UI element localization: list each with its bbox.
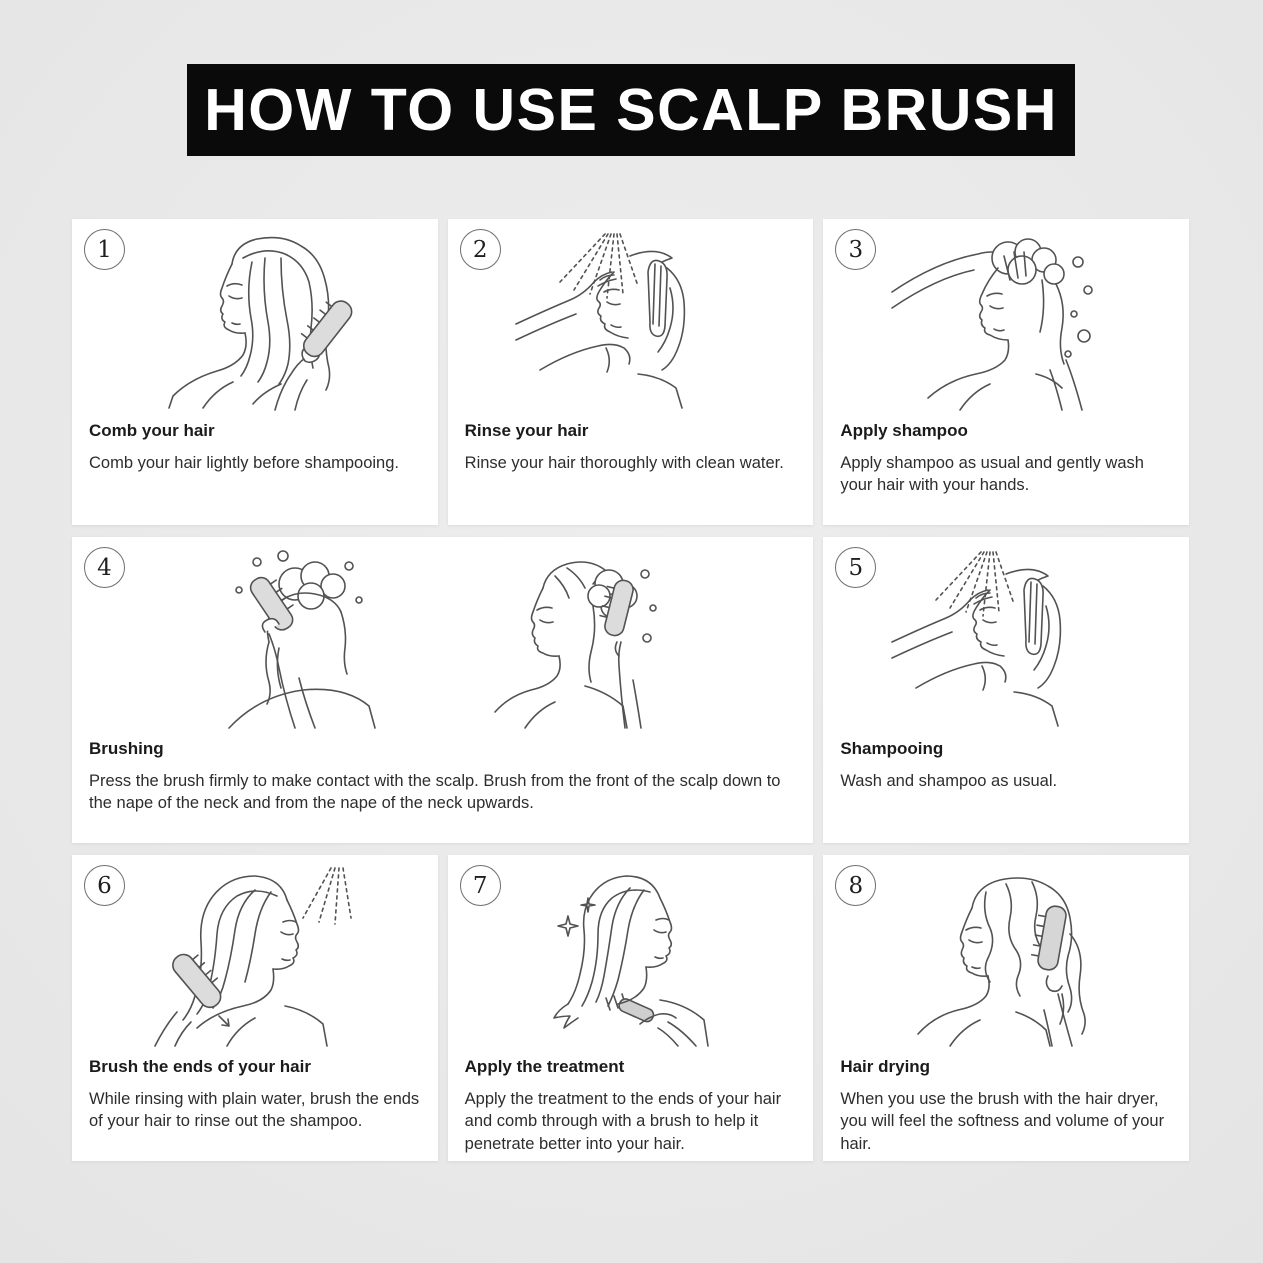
- step-description: Comb your hair lightly before shampooing.: [89, 454, 399, 472]
- step-card-7: [448, 855, 814, 1161]
- step-title: Apply the treatment: [464, 1057, 625, 1076]
- brushing-profile-view: [467, 546, 687, 731]
- comb-hair-illustration: [72, 219, 438, 413]
- step-number-badge: 5: [835, 547, 876, 588]
- step-number-badge: 3: [835, 229, 876, 270]
- step-description: Wash and shampoo as usual.: [840, 772, 1058, 790]
- step-number-badge: 1: [84, 229, 125, 270]
- step-card-4: [72, 537, 813, 843]
- step-title: Rinse your hair: [464, 421, 589, 440]
- step-title: Shampooing: [840, 739, 944, 758]
- step-description: Apply shampoo as usual and gently wash your hair with your hands.: [840, 454, 1144, 495]
- step-description: While rinsing with plain water, brush the ends of your hair to rinse out the shampoo.: [89, 1090, 420, 1131]
- step-title: Brushing: [89, 739, 164, 758]
- step-title: Comb your hair: [89, 421, 215, 440]
- step-number-badge: 8: [835, 865, 876, 906]
- step-description: Apply the treatment to the ends of your hair and comb through with a brush to help it penetrate better into your hair.: [464, 1090, 782, 1153]
- steps-grid: [72, 219, 1189, 1161]
- step-card-5: [823, 537, 1189, 843]
- step-card-6: [72, 855, 438, 1161]
- brushing-bent-head-view: [199, 546, 419, 731]
- step-title: Apply shampoo: [840, 421, 968, 440]
- apply-treatment-illustration: [448, 855, 814, 1049]
- step-card-1: [72, 219, 438, 525]
- step-description: Press the brush firmly to make contact with the scalp. Brush from the front of the scalp down to the nape of the neck and from the nape of the neck upwards.: [89, 772, 781, 813]
- shampooing-illustration: [823, 537, 1189, 731]
- page-title: HOW TO USE SCALP BRUSH: [204, 77, 1058, 143]
- rinse-hair-illustration: [448, 219, 814, 413]
- header-banner: [187, 64, 1075, 156]
- step-number-badge: 7: [460, 865, 501, 906]
- step-description: Rinse your hair thoroughly with clean water.: [464, 454, 784, 472]
- step-description: When you use the brush with the hair dryer, you will feel the softness and volume of your hair.: [840, 1090, 1165, 1153]
- step-card-2: [448, 219, 814, 525]
- hair-drying-illustration: [823, 855, 1189, 1049]
- brush-hair-ends-illustration: [72, 855, 438, 1049]
- step-number-badge: 2: [460, 229, 501, 270]
- apply-shampoo-illustration: [823, 219, 1189, 413]
- step-title: Brush the ends of your hair: [89, 1057, 311, 1076]
- step-card-8: [823, 855, 1189, 1161]
- step-card-3: [823, 219, 1189, 525]
- step-number-badge: 4: [84, 547, 125, 588]
- brushing-scalp-illustration: [72, 537, 813, 731]
- step-number-badge: 6: [84, 865, 125, 906]
- step-title: Hair drying: [840, 1057, 931, 1076]
